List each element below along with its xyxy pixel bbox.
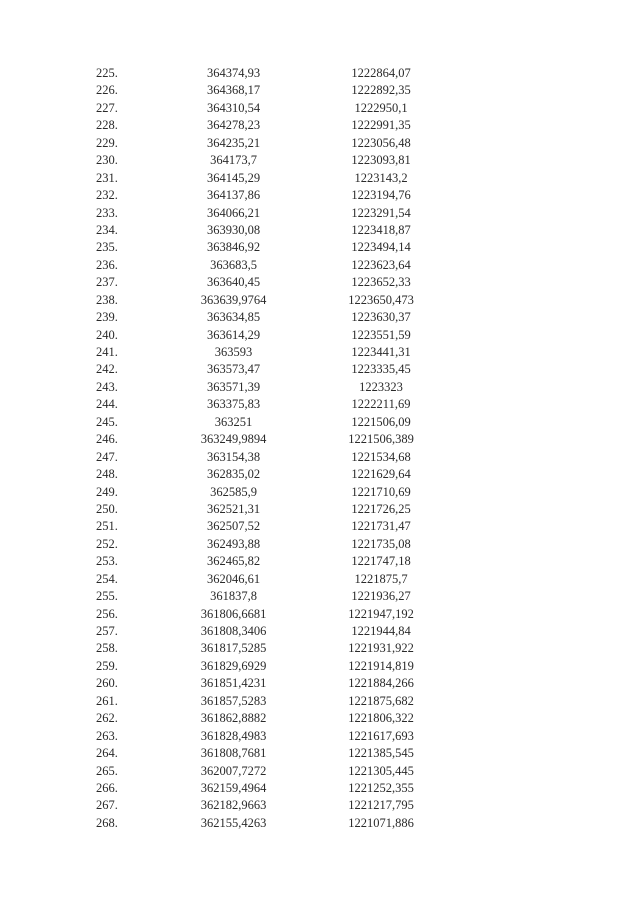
y-coordinate: 1223323	[359, 379, 403, 394]
point-number: 253.	[96, 554, 118, 569]
y-coordinate: 1223418,87	[351, 222, 411, 237]
y-coordinate: 1223441,31	[351, 345, 411, 359]
y-coordinate: 1221747,18	[351, 554, 411, 569]
table-row	[96, 484, 451, 501]
point-number: 244.	[96, 397, 118, 412]
y-coordinate: 1221931,922	[348, 641, 414, 656]
y-coordinate: 1221710,69	[351, 484, 411, 499]
point-number: 230.	[96, 153, 118, 168]
x-coordinate: 363375,83	[206, 397, 261, 412]
table-row	[96, 222, 451, 239]
x-coordinate: 364066,21	[206, 205, 261, 220]
table-row	[96, 344, 451, 361]
y-coordinate: 1221305,445	[348, 763, 414, 778]
point-number: 268.	[96, 815, 118, 830]
point-number: 235.	[96, 240, 118, 255]
point-number: 255.	[96, 589, 118, 604]
x-coordinate: 363683,5	[210, 257, 257, 272]
table-row	[96, 728, 451, 745]
y-coordinate: 1221617,693	[348, 728, 414, 743]
y-coordinate: 1221944,84	[351, 624, 411, 638]
table-row	[96, 518, 451, 535]
x-coordinate: 361828,4983	[200, 728, 267, 743]
x-coordinate: 362155,4263	[200, 815, 267, 830]
y-coordinate: 1223652,33	[351, 275, 411, 290]
x-coordinate: 364368,17	[206, 83, 261, 98]
point-number: 242.	[96, 362, 118, 377]
table-row	[96, 117, 451, 134]
point-number: 226.	[96, 83, 118, 98]
point-number: 225.	[96, 66, 118, 80]
table-row	[96, 745, 451, 762]
point-number: 259.	[96, 658, 118, 673]
table-row	[96, 327, 451, 344]
x-coordinate: 363154,38	[206, 449, 261, 464]
y-coordinate: 1222991,35	[351, 118, 411, 133]
table-row	[96, 431, 451, 448]
table-row	[96, 640, 451, 657]
y-coordinate: 1221806,322	[348, 711, 414, 726]
table-row	[96, 135, 451, 152]
y-coordinate: 1221914,819	[348, 658, 414, 673]
point-number: 246.	[96, 432, 118, 447]
y-coordinate: 1223335,45	[351, 362, 411, 377]
x-coordinate: 361857,5283	[200, 693, 267, 708]
table-row	[96, 466, 451, 483]
x-coordinate: 362507,52	[206, 519, 261, 534]
y-coordinate: 1221071,886	[348, 815, 414, 830]
x-coordinate: 362521,31	[206, 501, 261, 516]
point-number: 241.	[96, 345, 118, 359]
point-number: 256.	[96, 606, 118, 621]
x-coordinate: 362835,02	[206, 467, 261, 482]
y-coordinate: 1223623,64	[351, 257, 411, 272]
point-number: 237.	[96, 275, 118, 290]
x-coordinate: 363593	[214, 345, 253, 359]
table-row	[96, 710, 451, 727]
table-row	[96, 274, 451, 291]
table-row	[96, 693, 451, 710]
point-number: 227.	[96, 100, 118, 115]
x-coordinate: 363573,47	[206, 362, 261, 377]
y-coordinate: 1221252,355	[348, 780, 414, 795]
table-row	[96, 309, 451, 326]
y-coordinate: 1221506,389	[348, 432, 414, 447]
point-number: 239.	[96, 310, 118, 325]
y-coordinate: 1223551,59	[351, 327, 411, 342]
table-row	[96, 606, 451, 623]
point-number: 261.	[96, 693, 118, 708]
x-coordinate: 364278,23	[206, 118, 261, 133]
point-number: 247.	[96, 449, 118, 464]
table-row	[96, 815, 451, 832]
point-number: 245.	[96, 414, 118, 429]
table-row	[96, 571, 451, 588]
point-number: 260.	[96, 676, 118, 691]
x-coordinate: 363930,08	[206, 222, 261, 237]
x-coordinate: 361862,8882	[200, 711, 267, 726]
table-row	[96, 379, 451, 396]
point-number: 264.	[96, 746, 118, 761]
point-number: 234.	[96, 222, 118, 237]
y-coordinate: 1222211,69	[351, 397, 411, 412]
point-number: 238.	[96, 292, 118, 307]
y-coordinate: 1222950,1	[354, 100, 408, 115]
table-row	[96, 292, 451, 309]
point-number: 263.	[96, 728, 118, 743]
y-coordinate: 1221884,266	[348, 676, 414, 691]
table-row	[96, 797, 451, 814]
point-number: 231.	[96, 170, 118, 185]
y-coordinate: 1221534,68	[351, 449, 411, 464]
x-coordinate: 362046,61	[206, 571, 261, 586]
point-number: 229.	[96, 135, 118, 150]
x-coordinate: 362159,4964	[200, 780, 267, 795]
x-coordinate: 361808,7681	[200, 746, 267, 761]
point-number: 251.	[96, 519, 118, 534]
table-row	[96, 100, 451, 117]
table-row	[96, 396, 451, 413]
point-number: 236.	[96, 257, 118, 272]
table-row	[96, 588, 451, 605]
point-number: 257.	[96, 624, 118, 638]
y-coordinate: 1221936,27	[351, 589, 411, 604]
coordinates-table	[96, 65, 451, 832]
point-number: 254.	[96, 571, 118, 586]
x-coordinate: 364173,7	[210, 153, 257, 168]
x-coordinate: 361808,3406	[200, 624, 267, 638]
table-row	[96, 623, 451, 640]
table-row	[96, 414, 451, 431]
table-row	[96, 205, 451, 222]
x-coordinate: 363251	[214, 414, 253, 429]
x-coordinate: 363640,45	[206, 275, 261, 290]
table-row	[96, 257, 451, 274]
point-number: 258.	[96, 641, 118, 656]
x-coordinate: 364137,86	[206, 188, 261, 203]
y-coordinate: 1221629,64	[351, 467, 411, 482]
point-number: 249.	[96, 484, 118, 499]
x-coordinate: 362182,9663	[200, 798, 267, 813]
y-coordinate: 1223630,37	[351, 310, 411, 325]
y-coordinate: 1221217,795	[348, 798, 414, 813]
x-coordinate: 361851,4231	[200, 676, 267, 691]
x-coordinate: 363614,29	[206, 327, 261, 342]
y-coordinate: 1223650,473	[348, 292, 414, 307]
y-coordinate: 1221726,25	[351, 501, 411, 516]
point-number: 266.	[96, 780, 118, 795]
y-coordinate: 1223056,48	[351, 135, 411, 150]
x-coordinate: 362493,88	[206, 536, 261, 551]
point-number: 265.	[96, 763, 118, 778]
y-coordinate: 1221385,545	[348, 746, 414, 761]
y-coordinate: 1221731,47	[351, 519, 411, 534]
x-coordinate: 363846,92	[206, 240, 261, 255]
x-coordinate: 364235,21	[206, 135, 261, 150]
point-number: 248.	[96, 467, 118, 482]
x-coordinate: 362007,7272	[200, 763, 267, 778]
x-coordinate: 363634,85	[206, 310, 261, 325]
x-coordinate: 362465,82	[206, 554, 261, 569]
y-coordinate: 1223291,54	[351, 205, 411, 220]
table-row	[96, 152, 451, 169]
y-coordinate: 1223194,76	[351, 188, 411, 203]
point-number: 262.	[96, 711, 118, 726]
x-coordinate: 361817,5285	[200, 641, 267, 656]
y-coordinate: 1222864,07	[351, 66, 411, 80]
point-number: 252.	[96, 536, 118, 551]
table-row	[96, 82, 451, 99]
table-row	[96, 170, 451, 187]
point-number: 233.	[96, 205, 118, 220]
coordinates-table-body	[96, 65, 451, 832]
x-coordinate: 362585,9	[210, 484, 257, 499]
y-coordinate: 1221947,192	[348, 606, 414, 621]
x-coordinate: 364374,93	[206, 66, 261, 80]
point-number: 232.	[96, 188, 118, 203]
y-coordinate: 1223093,81	[351, 153, 411, 168]
table-row	[96, 553, 451, 570]
x-coordinate: 364310,54	[206, 100, 261, 115]
point-number: 267.	[96, 798, 118, 813]
x-coordinate: 363249,9894	[200, 432, 267, 447]
y-coordinate: 1221735,08	[351, 536, 411, 551]
x-coordinate: 361837,8	[210, 589, 257, 604]
y-coordinate: 1223143,2	[354, 170, 408, 185]
y-coordinate: 1221506,09	[351, 414, 411, 429]
table-row	[96, 675, 451, 692]
table-row	[96, 501, 451, 518]
table-row	[96, 780, 451, 797]
table-row	[96, 763, 451, 780]
x-coordinate: 363639,9764	[200, 292, 267, 307]
x-coordinate: 364145,29	[206, 170, 261, 185]
table-row	[96, 187, 451, 204]
table-row	[96, 658, 451, 675]
y-coordinate: 1221875,682	[348, 693, 414, 708]
y-coordinate: 1221875,7	[354, 571, 408, 586]
table-row	[96, 449, 451, 466]
x-coordinate: 361806,6681	[200, 606, 267, 621]
x-coordinate: 361829,6929	[200, 658, 267, 673]
table-row	[96, 65, 451, 82]
table-row	[96, 361, 451, 378]
table-row	[96, 536, 451, 553]
y-coordinate: 1222892,35	[351, 83, 411, 98]
point-number: 250.	[96, 501, 118, 516]
point-number: 228.	[96, 118, 118, 133]
point-number: 240.	[96, 327, 118, 342]
x-coordinate: 363571,39	[206, 379, 261, 394]
table-row	[96, 239, 451, 256]
y-coordinate: 1223494,14	[351, 240, 411, 255]
point-number: 243.	[96, 379, 118, 394]
